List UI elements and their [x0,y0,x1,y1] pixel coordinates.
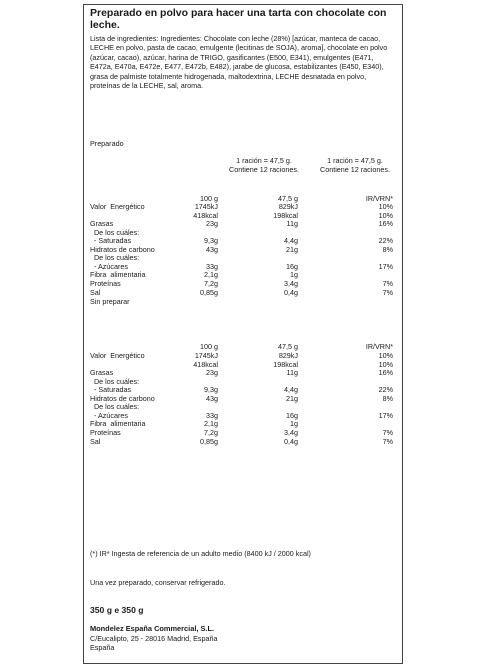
col-portion: 47,5 g [278,342,298,351]
col-100g: 100 g [200,194,218,203]
prepared-label: Preparado [90,139,124,148]
row-label: Fibra alimentaria [90,270,146,280]
value-portion: 4,4g [284,236,298,246]
value-100g: 33g [206,410,218,420]
value-ir: 10% [378,359,393,369]
ingredients-list: Lista de ingredientes: Ingredientes: Chocolate con leche (28%) [azúcar, manteca de cacao, LECHE en polvo, pasta de cacao, emulgente (lecitinas de SOJA), aroma], chocolate en polvo (azúcar, cacao), azúcar, harina de TRIGO, gasificantes (E500, E341), emulgentes (E471, E472a, E470a, E472e, E477, E472b, E482), jarabe de glucosa, estabilizantes (E450, E340), grasa de palmiste totalmente hidrogenada, maltodextrina, LECHE desnatada en polvo, proteínas de la LECHE, sal, aroma. [90,34,388,91]
row-label: Sal [90,287,101,297]
value-100g: 9,3g [204,236,218,246]
row-label: - Saturadas [90,236,132,246]
value-ir: 17% [378,261,393,271]
prepared-portion-b2: Contiene 12 raciones. [320,165,390,174]
storage-note: Una vez preparado, conservar refrigerado. [90,578,226,587]
value-portion: 0,4g [284,287,298,297]
company-info [90,624,217,653]
row-label: De los cuáles: [90,376,140,386]
net-weight: 350 g e 350 g [90,605,144,615]
value-ir: 16% [378,368,393,378]
unprepared-column-header [84,342,402,351]
value-100g: 418kcal [193,210,218,220]
value-100g: 1745kJ [194,202,218,211]
value-100g: 418kcal [193,359,218,369]
col-portion: 47,5 g [278,194,298,203]
row-label: Grasas [90,368,114,378]
value-ir: 7% [382,436,393,446]
row-label: Proteínas [90,427,121,437]
value-portion: 829kJ [278,202,298,211]
value-portion: 3,4g [284,278,298,288]
value-100g: 2,1g [204,419,218,429]
value-portion: 1g [290,270,298,280]
value-ir: 7% [382,278,393,288]
company-address: C/Eucalipto, 25 - 28016 Madrid, España [90,633,218,643]
value-portion: 11g [286,219,298,229]
value-100g: 0,85g [200,287,218,297]
value-portion: 829kJ [278,351,298,360]
prepared-portion-b: 1 ración = 47,5 g. [327,156,383,165]
value-ir: 17% [378,410,393,420]
value-portion: 4,4g [284,385,298,395]
row-label: De los cuáles: [90,227,140,237]
value-100g: 33g [206,261,218,271]
col-ir: IR/VRN* [365,342,393,351]
value-100g: 7,2g [204,278,218,288]
row-label: De los cuáles: [90,402,140,412]
value-100g: 43g [206,244,218,254]
value-100g: 7,2g [204,427,218,437]
footnote: (*) IR* Ingesta de referencia de un adulto medio (8400 kJ / 2000 kcal) [90,549,311,558]
value-ir: 16% [378,219,393,229]
product-info-panel [83,4,403,664]
company-country: España [90,643,115,653]
row-label: - Azúcares [90,410,128,420]
value-portion: 16g [286,261,298,271]
value-ir: 10% [378,210,393,220]
value-ir: 8% [382,393,393,403]
col-100g: 100 g [200,342,218,351]
unprepared-label: Sin preparar [90,297,130,306]
value-100g: 9,3g [204,385,218,395]
table-row [84,437,402,446]
value-100g: 23g [206,368,218,378]
row-label: Hidratos de carbono [90,393,155,403]
value-portion: 0,4g [284,436,298,446]
value-ir: 10% [378,351,393,360]
table-row [84,288,402,297]
value-ir: 7% [382,287,393,297]
value-portion: 3,4g [284,427,298,437]
value-100g: 0,85g [200,436,218,446]
value-ir: 22% [378,236,393,246]
value-portion: 198kcal [273,359,298,369]
row-label: Valor Energético [90,351,145,360]
value-portion: 1g [290,419,298,429]
row-label: De los cuáles: [90,253,140,263]
value-100g: 1745kJ [194,351,218,360]
prepared-portion-a2: Contiene 12 raciones. [229,165,299,174]
row-label: Grasas [90,219,114,229]
value-portion: 21g [286,244,298,254]
row-label: Proteínas [90,278,121,288]
value-ir: 22% [378,385,393,395]
row-label: Sal [90,436,101,446]
prepared-portion-a: 1 ración = 47,5 g. [236,156,292,165]
value-portion: 198kcal [273,210,298,220]
product-title: Preparado en polvo para hacer una tarta con chocolate con leche. [90,7,387,31]
row-label: - Saturadas [90,385,132,395]
value-ir: 10% [378,202,393,211]
value-100g: 23g [206,219,218,229]
value-ir: 7% [382,427,393,437]
value-portion: 21g [286,393,298,403]
col-ir: IR/VRN* [365,194,393,203]
value-100g: 43g [206,393,218,403]
row-label: Valor Energético [90,202,145,211]
value-portion: 11g [286,368,298,378]
value-100g: 2,1g [204,270,218,280]
row-label: - Azúcares [90,261,128,271]
value-portion: 16g [286,410,298,420]
row-label: Hidratos de carbono [90,244,155,254]
company-name: Mondelez España Commercial, S.L. [90,624,215,633]
row-label: Fibra alimentaria [90,419,146,429]
value-ir: 8% [382,244,393,254]
